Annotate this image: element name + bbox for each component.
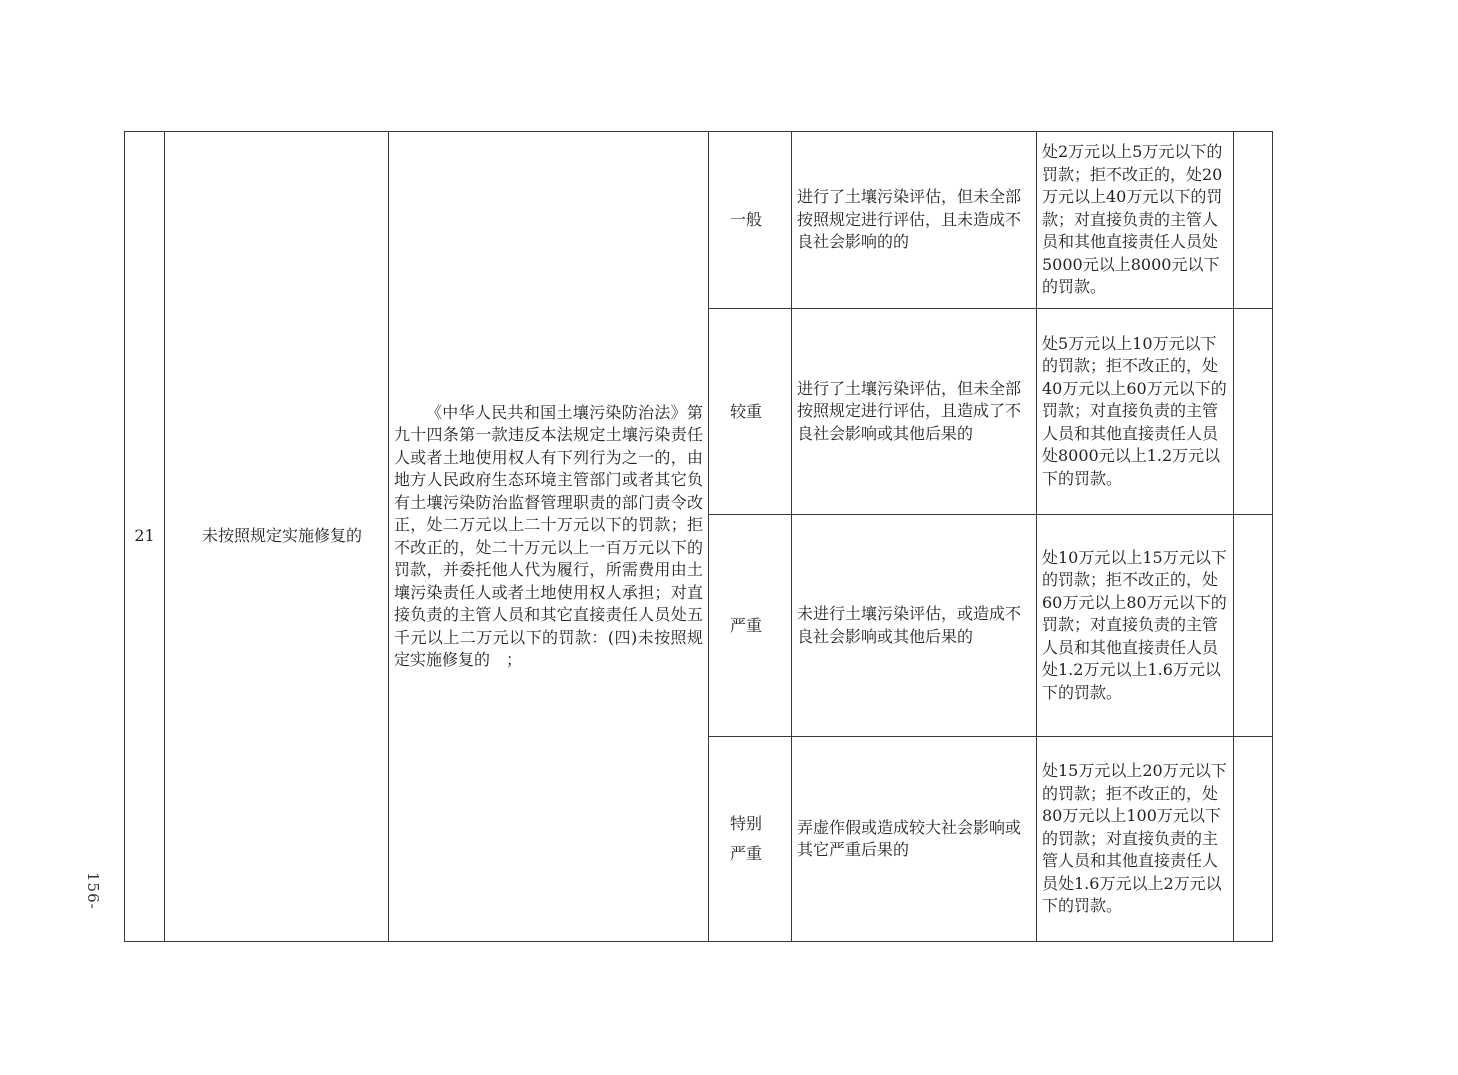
remarks-cell <box>1234 515 1273 737</box>
circumstance-cell <box>792 309 1037 515</box>
level-cell <box>709 515 792 737</box>
remarks-cell <box>1234 309 1273 515</box>
violation-item-cell <box>165 132 389 942</box>
level-cell <box>709 309 792 515</box>
level-label: 严重 <box>730 615 763 635</box>
circumstance-text: 进行了土壤污染评估，但未全部按照规定进行评估，且未造成不良社会影响的的 <box>797 187 1022 252</box>
remarks-cell <box>1234 132 1273 309</box>
table-row <box>125 132 1273 309</box>
level-label: 一般 <box>730 210 763 229</box>
level-label: 特别严重 <box>730 814 763 863</box>
page-number: 156- <box>84 872 102 910</box>
penalty-discretion-table <box>124 131 1273 942</box>
penalty-cell <box>1037 132 1234 309</box>
penalty-text: 处10万元以上15万元以下的罚款；拒不改正的，处60万元以上80万元以下的罚款；对直接负责的主管人员和其他直接责任人员处1.2万元以上1.6万元以下的罚款。 <box>1042 547 1227 702</box>
penalty-cell <box>1037 309 1234 515</box>
circumstance-cell <box>792 515 1037 737</box>
penalty-cell <box>1037 515 1234 737</box>
circumstance-text: 进行了土壤污染评估，但未全部按照规定进行评估，且造成了不良社会影响或其他后果的 <box>797 378 1022 443</box>
circumstance-text: 弄虚作假或造成较大社会影响或其它严重后果的 <box>797 817 1022 859</box>
circumstance-cell <box>792 737 1037 942</box>
legal-basis: 《中华人民共和国土壤污染防治法》第九十四条第一款违反本法规定土壤污染责任人或者土地使用权人有下列行为之一的，由地方人民政府生态环境主管部门或者其它负有土壤污染防治监督管理职责的部门责令改正，处二万元以上二十万元以下的罚款；拒不改正的，处二十万元以上一百万元以下的罚款，并委托他人代为履行，所需费用由土壤污染责任人或者土地使用权人承担；对直接负责的主管人员和其它直接责任人员处五千元以上二万元以下的罚款：(四)未按照规定实施修复的 ； <box>394 402 703 669</box>
level-cell <box>709 737 792 942</box>
penalty-text: 处15万元以上20万元以下的罚款；拒不改正的，处80万元以上100万元以下的罚款；对直接负责的主管人员和其他直接责任人员处1.6万元以上2万元以下的罚款。 <box>1042 761 1227 916</box>
remarks-cell <box>1234 737 1273 942</box>
level-label: 较重 <box>730 401 763 421</box>
violation-item: 未按照规定实施修复的 <box>202 526 363 546</box>
penalty-cell <box>1037 737 1234 942</box>
level-cell <box>709 132 792 309</box>
legal-basis-cell <box>389 132 709 942</box>
circumstance-text: 未进行土壤污染评估，或造成不良社会影响或其他后果的 <box>797 604 1022 646</box>
penalty-text: 处2万元以上5万元以下的罚款；拒不改正的，处20万元以上40万元以下的罚款；对直接负责的主管人员和其他直接责任人员处5000元以上8000元以下的罚款。 <box>1042 142 1223 297</box>
penalty-text: 处5万元以上10万元以下的罚款；拒不改正的，处40万元以上60万元以下的罚款；对直接负责的主管人员和其他直接责任人员处8000元以上1.2万元以下的罚款。 <box>1042 333 1227 488</box>
row-number: 21 <box>134 526 155 546</box>
circumstance-cell <box>792 132 1037 309</box>
row-number-cell <box>125 132 165 942</box>
